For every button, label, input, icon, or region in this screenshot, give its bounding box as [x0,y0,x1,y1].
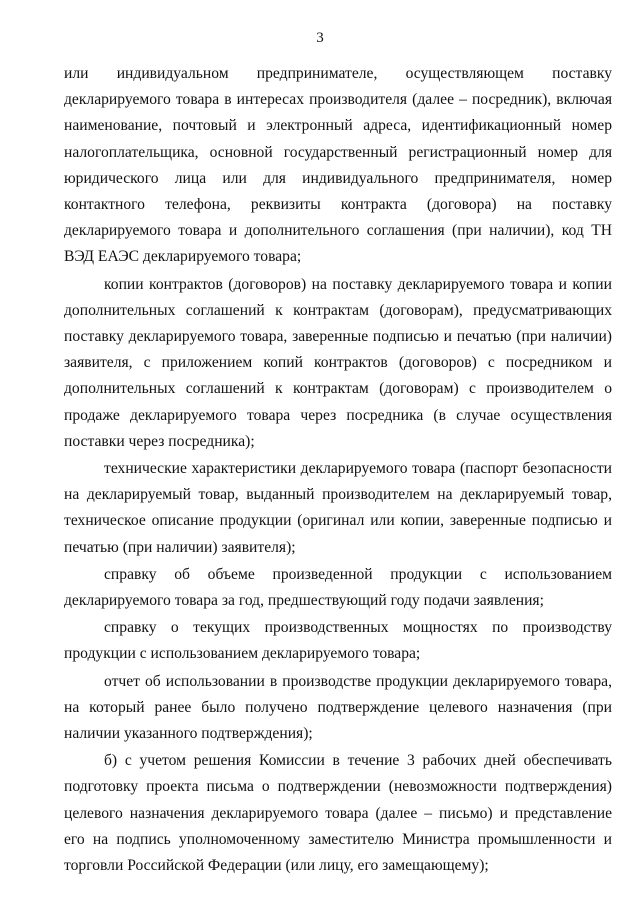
paragraph-intermediary-info: или индивидуальном предпринимателе, осуществляющем поставку декларируемого товара в интересах производителя (далее – посредник), включая наименование, почтовый и электронный адреса, идентификационный номер налогоплательщика, основной государственный регистрационный номер для юридического лица или для индивидуального предпринимателя, номер контактного телефона, реквизиты контракта (договора) на поставку декларируемого товара и дополнительного соглашения (при наличии), код ТН ВЭД ЕАЭС декларируемого товара; [64,65,612,266]
paragraph-technical-specs: технические характеристики декларируемого товара (паспорт безопасности на декларируемый товар, выданный производителем на декларируемый товар, техническое описание продукции (оригинал или копии, заверенные подписью и печатью (при наличии) заявителя); [64,460,612,556]
page-number: 3 [316,30,324,46]
paragraph-production-capacity: справку о текущих производственных мощностях по производству продукции с использованием декларируемого товара; [64,619,612,663]
document-body [64,61,612,879]
paragraph-contract-copies: копии контрактов (договоров) на поставку декларируемого товара и копии дополнительных соглашений к контрактам (договорам), предусматривающих поставку декларируемого товара, заверенные подписью и печатью (при наличии) заявителя, с приложением копий контрактов (договоров) с посредником и дополнительных соглашений к контрактам (договорам) с производителем о продаже декларируемого товара через посредника (в случае осуществления поставки через посредника); [64,275,612,450]
paragraph-usage-report: отчет об использовании в производстве продукции декларируемого товара, на который ранее было получено подтверждение целевого назначения (при наличии указанного подтверждения); [64,672,612,743]
paragraph-item-b: б) с учетом решения Комиссии в течение 3 рабочих дней обеспечивать подготовку проекта письма о подтверждении (невозможности подтверждения) целевого назначения декларируемого товара (далее – письмо) и представление его на подпись уполномоченному заместителю Министра промышленности и торговли Российской Федерации (или лицу, его замещающему); [64,752,612,875]
paragraph-production-volume: справку об объеме произведенной продукции с использованием декларируемого товара за год, предшествующий году подачи заявления; [64,565,612,610]
